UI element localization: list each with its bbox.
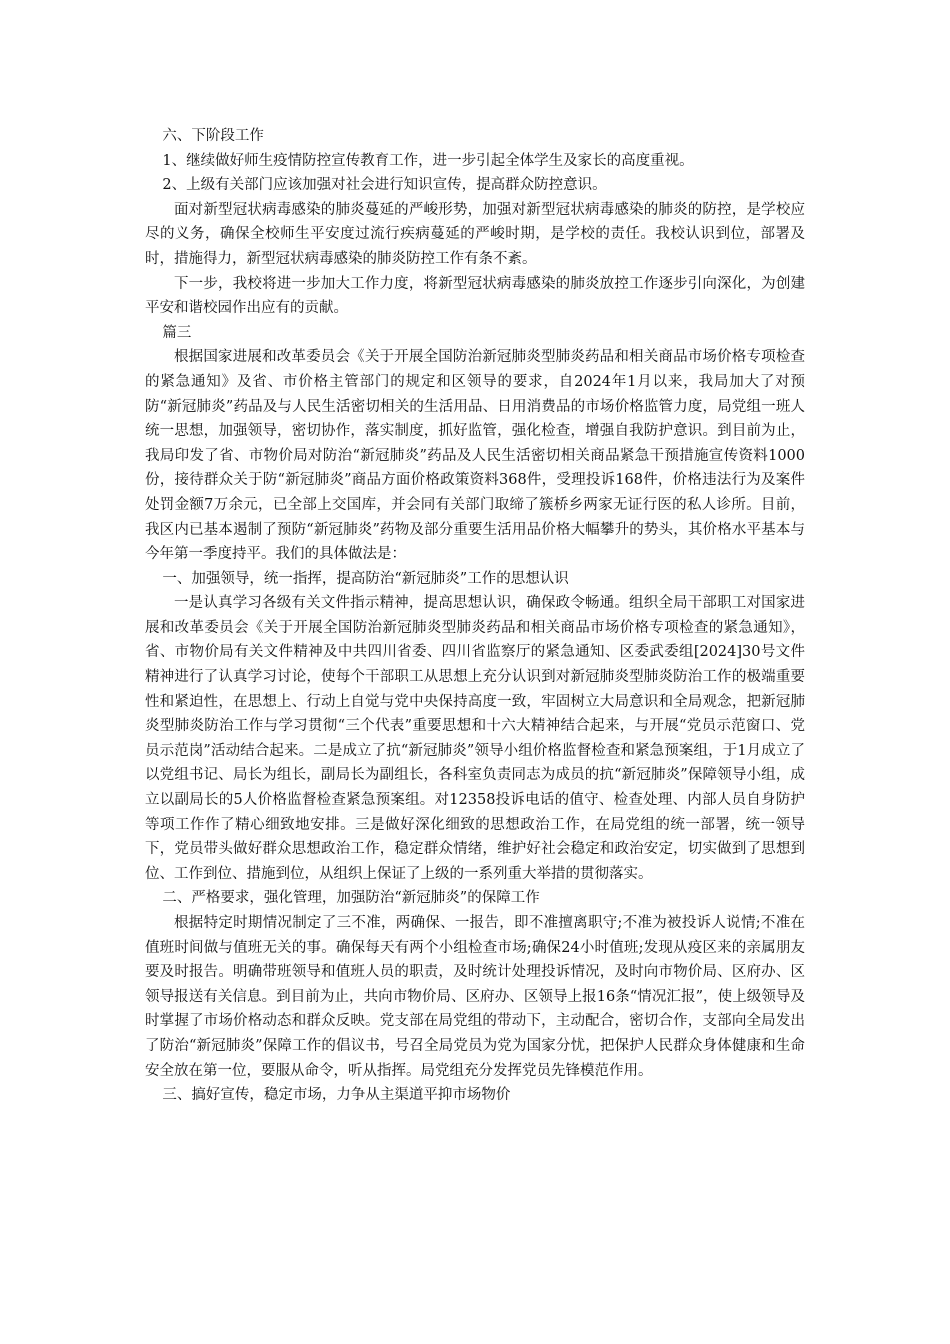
list-item: 1、继续做好师生疫情防控宣传教育工作，进一步引起全体学生及家长的高度重视。 bbox=[162, 152, 694, 169]
section-heading: 一、加强领导，统一指挥，提高防治“新冠肺炎”工作的思想认识 bbox=[162, 570, 569, 587]
paragraph: 一是认真学习各级有关文件指示精神，提高思想认识，确保政令畅通。组织全局干部职工对国家进展和改革委员会《关于开展全国防治新冠肺炎型肺炎药品和相关商品市场价格专项检查的紧急通知》，省、市物价局有关文件精神及中共四川省委、四川省监察厅的紧急通知、区委武委组[2024]30号文件精神进行了认真学习讨论，使每个干部职工从思想上充分认识到对新冠肺炎型肺炎防治工作的极端重要性和紧迫性，在思想上、行动上自觉与党中央保持高度一致，牢固树立大局意识和全局观念，把新冠肺炎型肺炎防治工作与学习贯彻“三个代表”重要思想和十六大精神结合起来，与开展“党员示范窗口、党员示范岗”活动结合起来。二是成立了抗“新冠肺炎”领导小组价格监督检查和紧急预案组，于1月成立了以党组书记、局长为组长，副局长为副组长，各科室负责同志为成员的抗“新冠肺炎”保障领导小组，成立以副局长的5人价格监督检查紧急预案组。对12358投诉电话的值守、检查处理、内部人员自身防护等项工作作了精心细致地安排。三是做好深化细致的思想政治工作，在局党组的统一部署，统一领导下，党员带头做好群众思想政治工作，稳定群众情绪，维护好社会稳定和政治安定，切实做到了思想到位、工作到位、措施到位，从组织上保证了上级的一系列重大举措的贯彻落实。 bbox=[145, 595, 805, 882]
section-heading: 六、下阶段工作 bbox=[162, 128, 264, 144]
chapter-title: 篇三 bbox=[162, 324, 192, 341]
document-body bbox=[145, 124, 805, 1108]
paragraph: 下一步，我校将进一步加大工作力度，将新型冠状病毒感染的肺炎放控工作逐步引向深化，为创建平安和谐校园作出应有的贡献。 bbox=[145, 275, 805, 317]
section-heading: 二、严格要求，强化管理，加强防治“新冠肺炎”的保障工作 bbox=[162, 890, 540, 907]
paragraph: 根据特定时期情况制定了三不准，两确保、一报告，即不准擅离职守;不准为被投诉人说情;不准在值班时间做与值班无关的事。确保每天有两个小组检查市场;确保24小时值班;发现从疫区来的亲属朋友要及时报告。明确带班领导和值班人员的职责，及时统计处理投诉情况，及时向市物价局、区府办、区领导报送有关信息。到目前为止，共向市物价局、区府办、区领导上报16条“情况汇报”，使上级领导及时掌握了市场价格动态和群众反映。党支部在局党组的带动下，主动配合，密切合作，支部向全局发出了防治“新冠肺炎”保障工作的倡议书，号召全局党员为党为国家分忧，把保护人民群众身体健康和生命安全放在第一位，要服从命令，听从指挥。局党组充分发挥党员先锋模范作用。 bbox=[145, 915, 805, 1079]
list-item: 2、上级有关部门应该加强对社会进行知识宣传，提高群众防控意识。 bbox=[162, 177, 607, 194]
paragraph: 根据国家进展和改革委员会《关于开展全国防治新冠肺炎型肺炎药品和相关商品市场价格专项检查的紧急通知》及省、市价格主管部门的规定和区领导的要求，自2024年1月以来，我局加大了对预防“新冠肺炎”药品及与人民生活密切相关的生活用品、日用消费品的市场价格监管力度，局党组一班人统一思想，加强领导，密切协作，落实制度，抓好监管，强化检查，增强自我防护意识。到目前为止，我局印发了省、市物价局对防治“新冠肺炎”药品及人民生活密切相关商品紧急干预措施宣传资料1000份，接待群众关于防“新冠肺炎”商品方面价格政策资料368件，受理投诉168件，价格违法行为及案件处罚金额7万余元，已全部上交国库，并会同有关部门取缔了簇桥乡两家无证行医的私人诊所。目前，我区内已基本遏制了预防“新冠肺炎”药物及部分重要生活用品价格大幅攀升的势头，其价格水平基本与今年第一季度持平。我们的具体做法是： bbox=[145, 349, 805, 563]
paragraph: 面对新型冠状病毒感染的肺炎蔓延的严峻形势，加强对新型冠状病毒感染的肺炎的防控，是学校应尽的义务，确保全校师生平安度过流行疾病蔓延的严峻时期，是学校的责任。我校认识到位，部署及时，措施得力，新型冠状病毒感染的肺炎防控工作有条不紊。 bbox=[145, 201, 805, 267]
section-heading: 三、搞好宣传，稳定市场，力争从主渠道平抑市场物价 bbox=[162, 1087, 511, 1104]
